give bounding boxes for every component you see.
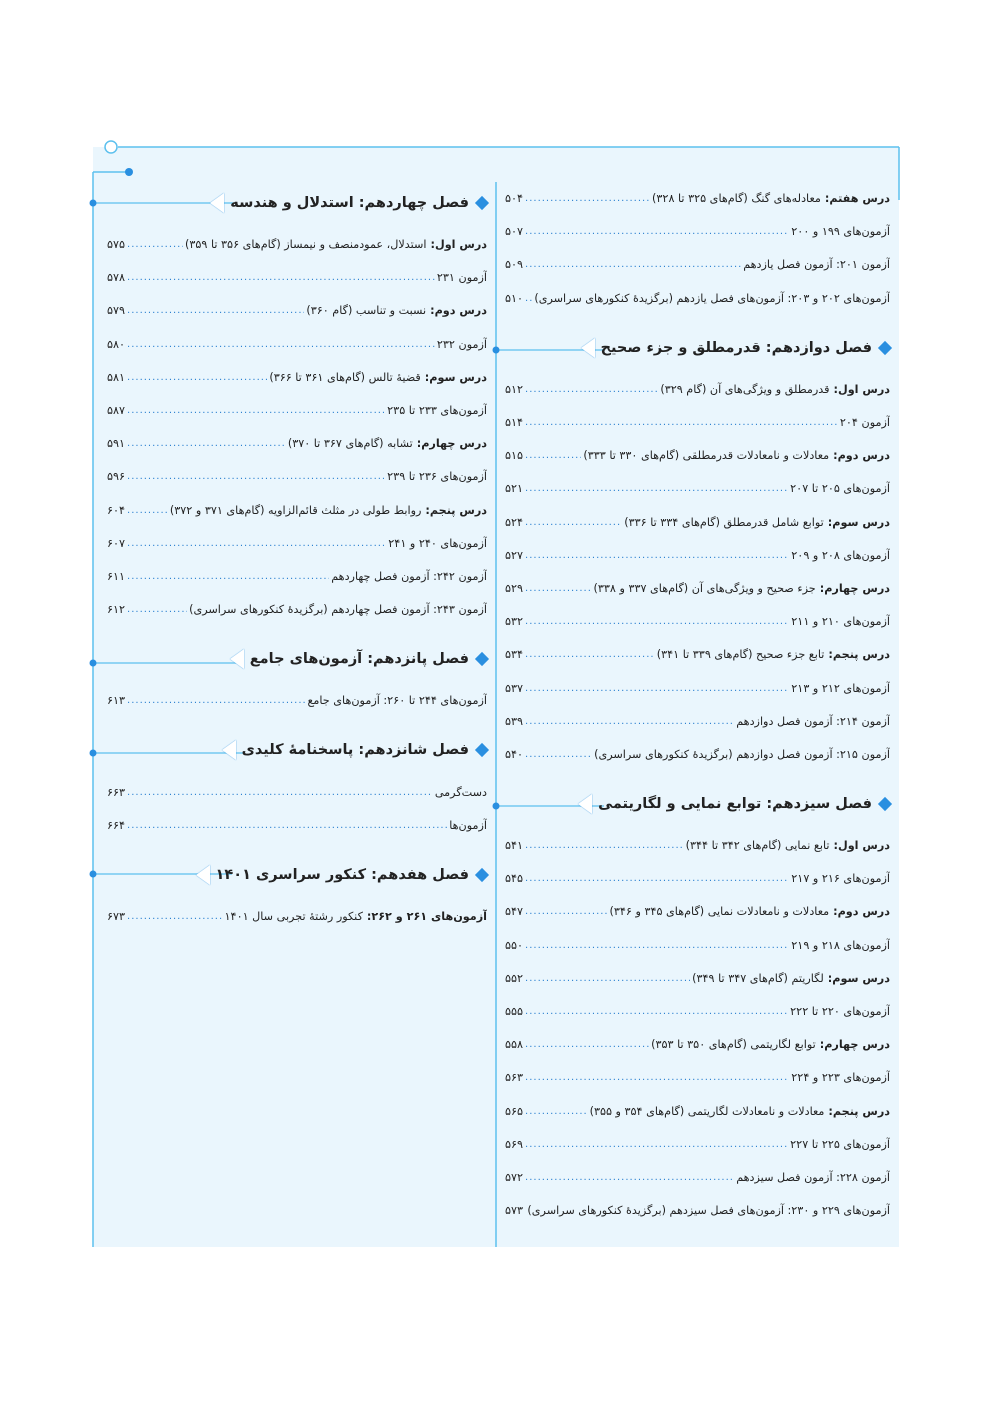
toc-entry-text: آزمون ۲۴۲: آزمون فصل چهاردهم (331, 569, 487, 583)
toc-entry[interactable] (107, 494, 487, 527)
toc-entry-text: درس اول:استدلال، عمودمنصف و نیمساز (گام‌های ۳۵۶ تا ۳۵۹) (185, 238, 487, 252)
dot-leader (127, 604, 187, 615)
dot-leader (525, 1006, 788, 1017)
chapter-arrow-icon (230, 649, 244, 669)
dot-leader (525, 550, 789, 561)
diamond-bullet-icon (475, 868, 489, 882)
dot-leader (127, 405, 385, 416)
page-number: ۵۹۶ (107, 470, 126, 484)
toc-entry-text: آزمون‌های ۲۶۱ و ۲۶۲:کنکور رشتهٔ تجربی سال ۱۴۰۱ (224, 909, 487, 923)
page-number: ۶۰۷ (107, 536, 126, 550)
toc-entry-text: درس پنجم:روابط طولی در مثلث قائم‌الزاویه (گام‌های ۳۷۱ و ۳۷۲) (169, 503, 487, 517)
lesson-label: درس سوم: (424, 370, 487, 384)
dot-leader (525, 384, 658, 395)
toc-entry-text: درس سوم:لگاریتم (گام‌های ۳۴۷ تا ۳۴۹) (692, 971, 890, 985)
dot-leader (525, 517, 622, 528)
page-number: ۵۳۹ (505, 714, 524, 728)
dot-leader (525, 873, 789, 884)
page-number: ۵۶۵ (505, 1104, 524, 1118)
toc-entry[interactable] (107, 775, 487, 808)
lesson-label: آزمون‌های ۲۶۱ و ۲۶۲: (366, 909, 487, 923)
toc-entry[interactable] (107, 394, 487, 427)
toc-entry[interactable] (505, 1061, 890, 1094)
toc-entry-text: آزمون ۲۲۸: آزمون فصل سیزدهم (736, 1170, 890, 1184)
lesson-label: درس دوم: (833, 449, 890, 463)
toc-entry[interactable] (505, 572, 890, 605)
dot-leader (525, 450, 581, 461)
page-number: ۵۷۵ (107, 238, 126, 252)
chapter-heading[interactable] (107, 638, 487, 680)
toc-entry-text: آزمون ۲۳۲ (436, 337, 487, 351)
toc-entry[interactable] (505, 995, 890, 1028)
toc-entry[interactable] (107, 328, 487, 361)
page-number: ۵۲۷ (505, 548, 524, 562)
toc-entry[interactable] (505, 248, 890, 281)
toc-entry[interactable] (505, 1095, 890, 1128)
lesson-label: درس اول: (430, 238, 487, 252)
chapter-title: فصل شانزدهم: پاسخنامهٔ کلیدی (241, 742, 469, 759)
chapter-title: فصل سیزدهم: توابع نمایی و لگاریتمی (598, 796, 872, 812)
page-number: ۶۱۳ (107, 694, 126, 708)
dot-leader (127, 571, 329, 582)
toc-entry[interactable] (505, 638, 890, 671)
toc-entry[interactable] (107, 684, 487, 717)
toc-entry-text: آزمون‌های ۲۱۸ و ۲۱۹ (791, 938, 890, 952)
dot-leader (525, 193, 650, 204)
lesson-label: درس سوم: (827, 971, 890, 985)
chapter-heading[interactable] (505, 327, 890, 369)
toc-entry-text: آزمون‌های ۲۱۰ و ۲۱۱ (791, 615, 890, 629)
lesson-label: درس چهارم: (416, 437, 487, 451)
lesson-label: درس پنجم: (828, 648, 890, 662)
toc-entry[interactable] (505, 1028, 890, 1061)
dot-leader (525, 1139, 788, 1150)
toc-entry-text: آزمون‌های ۲۳۶ تا ۲۳۹ (387, 470, 487, 484)
lesson-label: درس هفتم: (824, 192, 890, 206)
page-number: ۵۶۳ (505, 1071, 524, 1085)
toc-entry-text: آزمون ۲۰۴ (839, 416, 890, 430)
toc-entry[interactable] (505, 439, 890, 472)
page-number: ۵۷۹ (107, 304, 126, 318)
toc-entry-text: آزمون‌های ۲۲۹ و ۲۳۰: آزمون‌های فصل سیزدهم (برگزیدهٔ کنکورهای سراسری) (527, 1204, 890, 1218)
chapter-title: فصل پانزدهم: آزمون‌های جامع (249, 651, 469, 668)
page-number: ۵۸۱ (107, 370, 126, 384)
dot-leader (525, 649, 655, 660)
page-number: ۵۴۰ (505, 747, 524, 761)
page-number: ۵۵۰ (505, 938, 524, 952)
diamond-bullet-icon (878, 341, 892, 355)
page-number: ۵۹۱ (107, 437, 126, 451)
chapter-heading[interactable] (107, 729, 487, 771)
toc-entry[interactable] (107, 560, 487, 593)
toc-entry-text: آزمون‌ها (449, 818, 487, 832)
diamond-bullet-icon (878, 797, 892, 811)
chapter-arrow-icon (210, 193, 224, 213)
toc-left-column (107, 182, 487, 933)
toc-entry-text: درس سوم:توابع شامل قدرمطلق (گام‌های ۳۳۴ تا ۳۳۶) (624, 515, 890, 529)
dot-leader (127, 305, 304, 316)
lesson-label: درس پنجم: (828, 1104, 890, 1118)
page-number: ۵۵۲ (505, 971, 524, 985)
page-number: ۶۰۴ (107, 503, 126, 517)
dot-leader (127, 372, 267, 383)
toc-entry[interactable] (107, 900, 487, 933)
toc-entry-text: درس دوم:نسبت و تناسب (گام ۳۶۰) (306, 304, 487, 318)
toc-entry[interactable] (107, 460, 487, 493)
page-number: ۵۰۹ (505, 258, 524, 272)
toc-entry-text: آزمون ۲۱۴: آزمون فصل دوازدهم (736, 714, 890, 728)
toc-entry-text: درس پنجم:تابع جزء صحیح (گام‌های ۳۳۹ تا ۳۴۱) (656, 648, 890, 662)
page-number: ۵۳۷ (505, 681, 524, 695)
toc-entry-text: آزمون ۲۰۱: آزمون فصل یازدهم (743, 258, 890, 272)
toc-entry-text: آزمون‌های ۲۲۳ و ۲۲۴ (791, 1071, 890, 1085)
toc-entry[interactable] (107, 361, 487, 394)
page-number: ۵۲۴ (505, 515, 524, 529)
chapter-title: فصل دوازدهم: قدرمطلق و جزء صحیح (600, 339, 872, 356)
toc-entry-text: درس دوم:معادلات و نامعادلات قدرمطلقی (گام‌های ۳۳۰ تا ۳۳۳) (583, 449, 890, 463)
lesson-label: درس اول: (833, 839, 890, 853)
lesson-label: درس چهارم: (819, 581, 890, 595)
toc-entry[interactable] (505, 962, 890, 995)
toc-entry-text: آزمون‌های ۲۱۲ و ۲۱۳ (791, 681, 890, 695)
toc-entry[interactable] (505, 895, 890, 928)
page-number: ۵۰۷ (505, 225, 524, 239)
page-number: ۵۱۵ (505, 449, 524, 463)
dot-leader (525, 259, 741, 270)
page-number: ۵۷۳ (505, 1204, 524, 1218)
toc-entry-text: درس چهارم:تشابه (گام‌های ۳۶۷ تا ۳۷۰) (287, 437, 487, 451)
dot-leader (127, 505, 168, 516)
page-number: ۵۷۲ (505, 1170, 524, 1184)
lesson-label: درس اول: (833, 382, 890, 396)
dot-leader (525, 1072, 789, 1083)
dot-leader (525, 1039, 649, 1050)
page-number: ۵۴۷ (505, 905, 524, 919)
dot-leader (525, 616, 789, 627)
toc-entry[interactable] (107, 228, 487, 261)
toc-entry[interactable] (505, 406, 890, 439)
chapter-heading[interactable] (505, 783, 890, 825)
toc-entry-text: درس اول:قدرمطلق و ویژگی‌های آن (گام ۳۲۹) (660, 382, 890, 396)
chapter-arrow-icon (581, 338, 595, 358)
dot-leader (127, 695, 305, 706)
page-number: ۵۲۹ (505, 581, 524, 595)
toc-entry-text: آزمون‌های ۲۳۳ تا ۲۳۵ (387, 404, 487, 418)
page-number: ۶۷۳ (107, 909, 126, 923)
page-number: ۵۱۴ (505, 416, 524, 430)
page-number: ۵۱۲ (505, 382, 524, 396)
lesson-label: درس دوم: (833, 905, 890, 919)
page-number: ۵۴۱ (505, 839, 524, 853)
toc-entry[interactable] (505, 506, 890, 539)
toc-entry[interactable] (505, 862, 890, 895)
lesson-label: درس پنجم: (425, 503, 487, 517)
toc-entry[interactable] (505, 671, 890, 704)
toc-entry[interactable] (505, 605, 890, 638)
dot-leader (525, 483, 788, 494)
toc-entry[interactable] (505, 705, 890, 738)
toc-entry[interactable] (505, 1161, 890, 1194)
dot-leader (525, 583, 592, 594)
dot-leader (127, 911, 223, 922)
chapter-arrow-icon (196, 865, 210, 885)
chapter-arrow-icon (578, 794, 592, 814)
dot-leader (127, 438, 286, 449)
page-number: ۵۵۵ (505, 1005, 524, 1019)
diamond-bullet-icon (475, 743, 489, 757)
page-number: ۶۶۴ (107, 818, 126, 832)
diamond-bullet-icon (475, 196, 489, 210)
toc-right-column (505, 182, 890, 1227)
page-number: ۵۲۱ (505, 482, 524, 496)
dot-leader (525, 683, 789, 694)
dot-leader (127, 787, 433, 798)
toc-entry[interactable] (505, 182, 890, 215)
chapter-heading[interactable] (107, 182, 487, 224)
toc-entry-text: درس دوم:معادلات و نامعادلات نمایی (گام‌های ۳۴۵ و ۳۴۶) (609, 905, 890, 919)
page-number: ۵۵۸ (505, 1038, 524, 1052)
dot-leader (525, 749, 592, 760)
lesson-label: درس سوم: (827, 515, 890, 529)
toc-entry[interactable] (107, 427, 487, 460)
toc-entry-text: آزمون‌های ۲۴۴ تا ۲۶۰: آزمون‌های جامع (307, 694, 487, 708)
dot-leader (525, 716, 734, 727)
page-number: ۵۸۰ (107, 337, 126, 351)
toc-entry-text: آزمون‌های ۱۹۹ و ۲۰۰ (791, 225, 890, 239)
page-number: ۵۶۹ (505, 1137, 524, 1151)
toc-entry-text: آزمون ۲۴۳: آزمون فصل چهاردهم (برگزیدهٔ کنکورهای سراسری) (189, 603, 487, 617)
dot-leader (127, 272, 435, 283)
page-number: ۵۳۴ (505, 648, 524, 662)
page-number: ۶۱۱ (107, 569, 126, 583)
toc-entry-text: آزمون‌های ۲۲۵ تا ۲۲۷ (790, 1137, 890, 1151)
dot-leader (525, 1172, 734, 1183)
toc-entry[interactable] (107, 593, 487, 626)
page-number: ۵۰۴ (505, 192, 524, 206)
toc-entry-text: آزمون ۲۱۵: آزمون فصل دوازدهم (برگزیدهٔ کنکورهای سراسری) (594, 747, 890, 761)
page-number: ۵۴۵ (505, 872, 524, 886)
toc-entry[interactable] (505, 472, 890, 505)
dot-leader (127, 339, 435, 350)
toc-entry-text: دست‌گرمی (434, 785, 487, 799)
dot-leader (525, 1106, 588, 1117)
toc-entry-text: درس هفتم:معادله‌های گنگ (گام‌های ۳۲۵ تا ۳۲۸) (652, 192, 890, 206)
toc-entry-text: آزمون‌های ۲۰۸ و ۲۰۹ (791, 548, 890, 562)
dot-leader (127, 471, 385, 482)
toc-entry[interactable] (505, 829, 890, 862)
toc-entry-text: درس چهارم:جزء صحیح و ویژگی‌های آن (گام‌های ۳۳۷ و ۳۳۸) (593, 581, 890, 595)
toc-entry-text: آزمون‌های ۲۴۰ و ۲۴۱ (388, 536, 487, 550)
chapter-arrow-icon (222, 740, 236, 760)
dot-leader (525, 840, 684, 851)
page-number: ۶۶۳ (107, 785, 126, 799)
toc-entry-text: آزمون‌های ۲۰۵ تا ۲۰۷ (790, 482, 890, 496)
toc-entry[interactable] (505, 929, 890, 962)
page-number: ۵۱۰ (505, 291, 524, 305)
dot-leader (525, 973, 690, 984)
dot-leader (525, 906, 608, 917)
toc-entry-text: درس اول:تابع نمایی (گام‌های ۳۴۲ تا ۳۴۴) (685, 839, 890, 853)
toc-entry-text: درس سوم:قضیهٔ تالس (گام‌های ۳۶۱ تا ۳۶۶) (269, 370, 487, 384)
toc-entry[interactable] (505, 539, 890, 572)
toc-entry[interactable] (107, 294, 487, 327)
toc-entry[interactable] (107, 809, 487, 842)
chapter-heading[interactable] (107, 854, 487, 896)
toc-entry[interactable] (505, 215, 890, 248)
toc-entry-text: آزمون‌های ۲۲۰ تا ۲۲۲ (790, 1005, 890, 1019)
toc-entry[interactable] (505, 373, 890, 406)
diamond-bullet-icon (475, 652, 489, 666)
dot-leader (525, 226, 789, 237)
dot-leader (525, 417, 838, 428)
toc-entry[interactable] (505, 1128, 890, 1161)
dot-leader (525, 940, 789, 951)
lesson-label: درس دوم: (430, 304, 487, 318)
toc-entry[interactable] (107, 527, 487, 560)
page-number: ۵۳۲ (505, 615, 524, 629)
chapter-title: فصل چهاردهم: استدلال و هندسه (230, 195, 469, 211)
dot-leader (127, 239, 183, 250)
toc-entry[interactable] (505, 738, 890, 771)
toc-entry[interactable] (107, 261, 487, 294)
toc-entry[interactable] (505, 1194, 890, 1227)
dot-leader (127, 820, 447, 831)
toc-entry[interactable] (505, 282, 890, 315)
lesson-label: درس چهارم: (819, 1038, 890, 1052)
page-number: ۶۱۲ (107, 603, 126, 617)
toc-entry-text: آزمون‌های ۲۱۶ و ۲۱۷ (791, 872, 890, 886)
toc-entry-text: درس چهارم:توابع لگاریتمی (گام‌های ۳۵۰ تا ۳۵۳) (651, 1038, 890, 1052)
chapter-title: فصل هفدهم: کنکور سراسری ۱۴۰۱ (215, 866, 469, 883)
toc-entry-text: آزمون‌های ۲۰۲ و ۲۰۳: آزمون‌های فصل یازدهم (برگزیدهٔ کنکورهای سراسری) (534, 291, 890, 305)
dot-leader (525, 293, 532, 304)
dot-leader (127, 538, 386, 549)
toc-entry-text: درس پنجم:معادلات و نامعادلات لگاریتمی (گام‌های ۳۵۴ و ۳۵۵) (589, 1104, 890, 1118)
page-number: ۵۸۷ (107, 404, 126, 418)
toc-entry-text: آزمون ۲۳۱ (436, 271, 487, 285)
page-number: ۵۷۸ (107, 271, 126, 285)
